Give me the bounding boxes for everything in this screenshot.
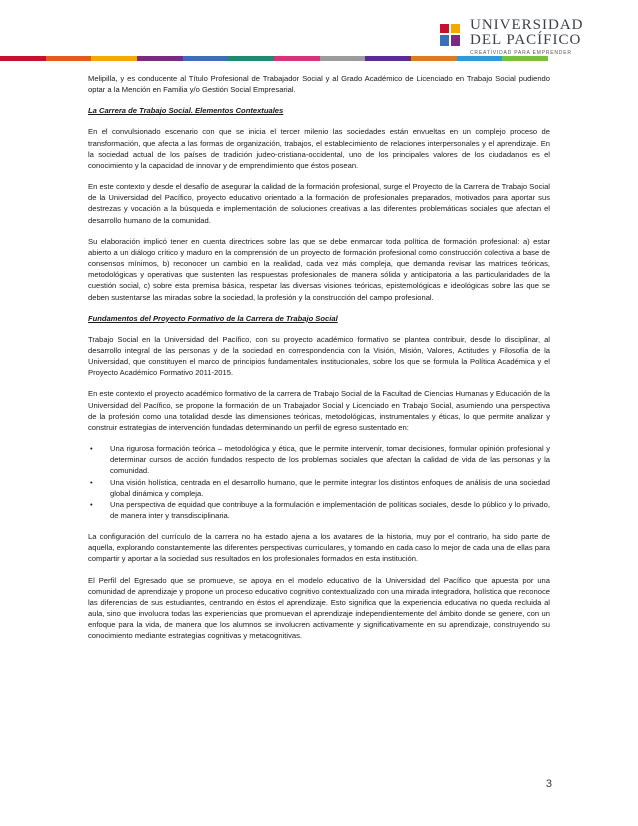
paragraph-1: En el convulsionado escenario con que se inicia el tercer milenio las sociedades están envueltas en un complejo proceso de transformación, que afecta a las formas de organización, trabajos, el establecimiento de relaciones interpersonales y el aprendizaje. En la sociedad actual de los países de tradición judeo-cristiana-occidental, uno de los principales valores de los ciudadanos es el conocimiento y la capacidad de innovar y de emprendimiento que éstos posean. [88, 127, 550, 170]
section-heading-context: La Carrera de Trabajo Social. Elementos Contextuales [88, 106, 284, 116]
document-body [88, 73, 550, 652]
paragraph-2: En este contexto y desde el desafío de asegurar la calidad de la formación profesional, surge el Proyecto de la Carrera de Trabajo Social de la Universidad del Pacífico, proyecto educativo orientado a la formación de profesionales preparados, motivados para aportar sus destrezas y vocación a la búsqueda e implementación de soluciones creativas a las diferentes problemáticas sociales que afectan el desarrollo humano de la comunidad. [88, 182, 550, 225]
paragraph-7: El Perfil del Egresado que se promueve, se apoya en el modelo educativo de la Universidad del Pacífico que apuesta por una comunidad de aprendizaje y propone un proceso educativo cognitivo contextualizado con una mirada integradora, holística que reconoce las diferencias de sus estudiantes, centrando en éstos el aprendizaje. Esto significa que la experiencia educativa no queda recluida al aula, sino que involucra todas las experiencias que promuevan el aprendizaje independientemente del ámbito donde se genere, con un enfoque para la vida, de manera que los alumnos se involucren activamente y significativamente en su aprendizaje, construyendo su conocimiento mediante estrategias cognitivas y metacognitivas. [88, 575, 550, 641]
bullet-list [88, 443, 550, 521]
logo-title: UNIVERSIDAD DEL PACÍFICO [470, 17, 584, 48]
paragraph-5: En este contexto el proyecto académico formativo de la carrera de Trabajo Social de la Facultad de Ciencias Humanas y Educación de la Universidad del Pacífico, se propone la formación de un Trabajador Social y Licenciado en Trabajo Social, asumiendo una perspectiva de la profesión como una totalidad desde las dimensiones teóricas, metodológicas, instrumentales y éticas, lo que permite analizar y construir estrategias de intervención fundadas determinando un perfil de egreso sustentado en: [88, 389, 550, 432]
list-item: • Una perspectiva de equidad que contribuye a la formulación e implementación de políticas sociales, desde lo público y lo privado, de manera inter y transdisciplinaria. [90, 499, 550, 520]
page-number: 3 [545, 778, 552, 790]
stripe-segment [46, 56, 92, 61]
stripe-segment [0, 56, 46, 61]
stripe-segment [137, 56, 183, 61]
section-heading-fundamentos: Fundamentos del Proyecto Formativo de la Carrera de Trabajo Social [88, 313, 338, 323]
stripe-segment [183, 56, 229, 61]
logo-emblem-icon [440, 24, 460, 46]
stripe-segment [365, 56, 411, 61]
university-logo [440, 18, 620, 60]
bullet-icon: • [90, 477, 93, 487]
stripe-segment [228, 56, 274, 61]
stripe-segment [91, 56, 137, 61]
list-item: • Una rigurosa formación teórica – metodológica y ética, que le permite intervenir, tomar decisiones, formular opinión profesional y determinar cursos de acción fundados respecto de los problemas sociales que afectan la calidad de vida de las personas y la comunidad. [90, 444, 550, 476]
logo-tagline: CREATIVIDAD PARA EMPRENDER [470, 50, 572, 56]
bullet-icon: • [90, 444, 93, 454]
paragraph-3: Su elaboración implicó tener en cuenta directrices sobre las que se debe enmarcar toda política de formación profesional: a) estar abierto a un diálogo crítico y maduro en la comprensión de un proyecto de formación profesional como construcción colectiva a base de consensos mínimos, b) reconocer un cambio en la realidad, cada vez más compleja, que demanda revisar las matrices teóricas, metodológicas y operativas que sustenten las respuestas profesionales de manera sólida y anticipatoria a las particularidades de la cuestión social, c) sobre esta premisa básica, respetar las diversas visiones teóricas, epistemológicas e ideológicas sobre las que se deben sustentarse las miradas sobre la sociedad, la profesión y la construcción del campo profesional. [88, 236, 550, 302]
stripe-segment [320, 56, 366, 61]
stripe-segment [274, 56, 320, 61]
intro-paragraph: Melipilla, y es conducente al Título Profesional de Trabajador Social y al Grado Académico de Licenciado en Trabajo Social pudiendo optar a la Mención en Familia y/o Gestión Social Empresarial. [88, 74, 550, 95]
list-item: • Una visión holística, centrada en el desarrollo humano, que le permite integrar los distintos enfoques de análisis de una sociedad global dinámica y compleja. [90, 477, 550, 498]
paragraph-4: Trabajo Social en la Universidad del Pacífico, con su proyecto académico formativo se plantea contribuir, desde lo disciplinar, al desarrollo integral de las personas y de la sociedad en correspondencia con la Visión, Misión, Valores, Actitudes y Filosofía de la Universidad, que constituyen el marco de principios fundamentales institucionales, sobre los que se formula la Política Académica y el Proyecto Académico Formativo 2011-2015. [88, 334, 550, 378]
bullet-icon: • [90, 499, 93, 509]
paragraph-6: La configuración del currículo de la carrera no ha estado ajena a los avatares de la historia, muy por el contrario, ha sido parte de aquella, explorando constantemente las diferentes perspectivas curriculares, y tomando en cada caso lo mejor de cada una de ellas para compartir y aportar a la sociedad sus resultados en los profesionales formados en esta institución. [88, 532, 550, 564]
